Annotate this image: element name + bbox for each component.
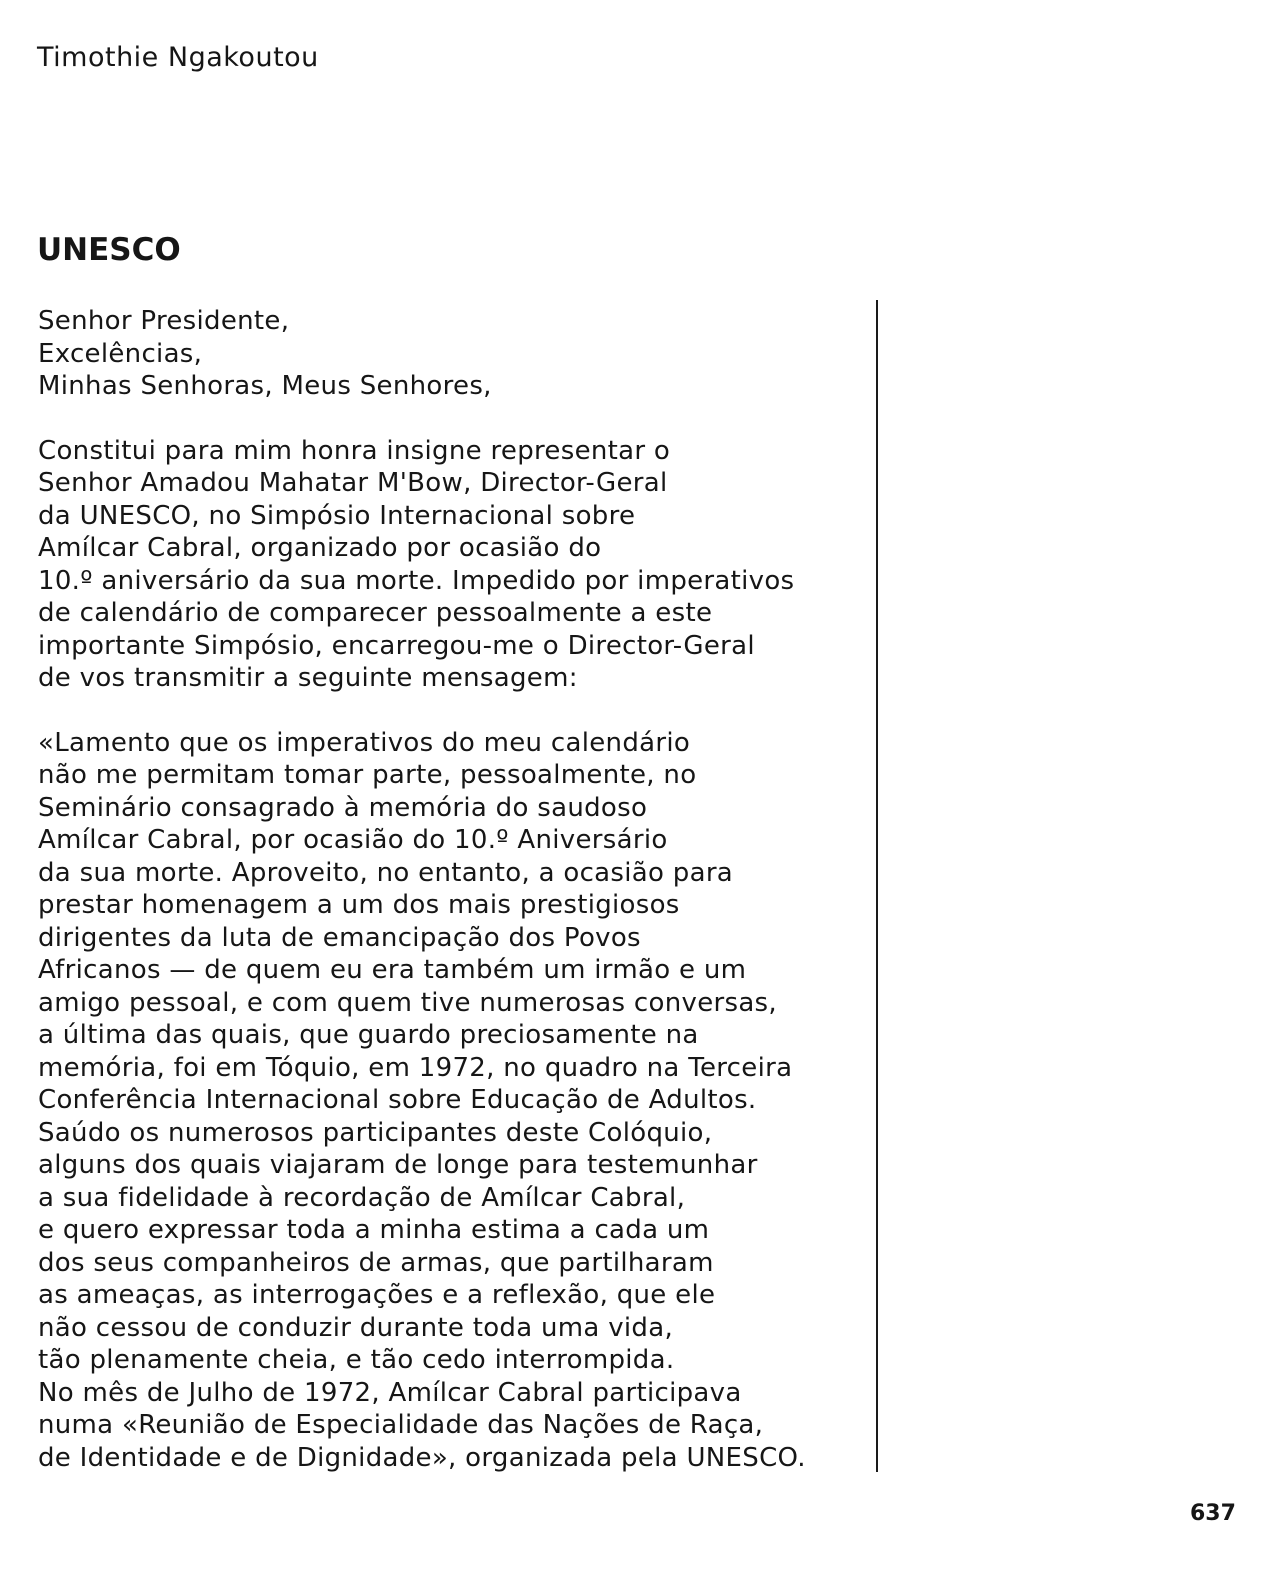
paragraph-gap xyxy=(38,695,878,727)
salutation-line: Excelências, xyxy=(38,338,203,369)
section-title: UNESCO xyxy=(37,232,181,268)
message-line: não me permitam tomar parte, pessoalmente, no xyxy=(38,760,697,790)
message-line: não cessou de conduzir durante toda uma vida, xyxy=(38,1312,674,1343)
intro-line: 10.º aniversário da sua morte. Impedido por imperativos xyxy=(38,565,795,596)
message-line: tão plenamente cheia, e tão cedo interrompida. xyxy=(38,1345,675,1375)
intro-line: de vos transmitir a seguinte mensagem: xyxy=(38,663,578,693)
message-line: Conferência Internacional sobre Educação de Adultos. xyxy=(38,1085,757,1115)
author-name: Timothie Ngakoutou xyxy=(37,42,319,73)
paragraph-gap xyxy=(38,403,878,435)
message-line: dos seus companheiros de armas, que partilharam xyxy=(38,1247,714,1278)
intro-line: Constitui para mim honra insigne representar o xyxy=(38,435,671,466)
page-number: 637 xyxy=(1190,1501,1236,1526)
message-line: a última das quais, que guardo preciosamente na xyxy=(38,1020,699,1050)
message-line: as ameaças, as interrogações e a reflexão, que ele xyxy=(38,1280,716,1310)
message-line: dirigentes da luta de emancipação dos Povos xyxy=(38,922,641,953)
message-line: No mês de Julho de 1972, Amílcar Cabral participava xyxy=(38,1377,742,1408)
message-line: memória, foi em Tóquio, em 1972, no quadro na Terceira xyxy=(38,1052,793,1083)
salutation-line: Senhor Presidente, xyxy=(38,306,290,336)
intro-line: de calendário de comparecer pessoalmente a este xyxy=(38,598,713,628)
intro-line: Amílcar Cabral, organizado por ocasião do xyxy=(38,533,602,563)
message-line: numa «Reunião de Especialidade das Nações de Raça, xyxy=(38,1410,764,1440)
intro-line: da UNESCO, no Simpósio Internacional sobre xyxy=(38,500,636,531)
body-text xyxy=(38,305,878,1474)
message-line: da sua morte. Aproveito, no entanto, a ocasião para xyxy=(38,857,734,888)
intro-line: Senhor Amadou Mahatar M'Bow, Director-Geral xyxy=(38,468,668,498)
intro-paragraph xyxy=(38,435,878,695)
message-line: «Lamento que os imperativos do meu calendário xyxy=(38,727,691,758)
message-line: Africanos — de quem eu era também um irmão e um xyxy=(38,955,747,985)
salutation-line: Minhas Senhoras, Meus Senhores, xyxy=(38,371,492,401)
salutation-block xyxy=(38,305,878,403)
message-line: alguns dos quais viajaram de longe para testemunhar xyxy=(38,1150,758,1180)
intro-line: importante Simpósio, encarregou-me o Director-Geral xyxy=(38,630,755,661)
message-line: prestar homenagem a um dos mais prestigiosos xyxy=(38,890,680,920)
message-line: Saúdo os numerosos participantes deste Colóquio, xyxy=(38,1117,713,1148)
message-line: Seminário consagrado à memória do saudoso xyxy=(38,792,648,823)
message-line: a sua fidelidade à recordação de Amílcar Cabral, xyxy=(38,1182,686,1213)
message-paragraph xyxy=(38,727,878,1475)
message-line: amigo pessoal, e com quem tive numerosas conversas, xyxy=(38,987,777,1018)
message-line: Amílcar Cabral, por ocasião do 10.º Aniversário xyxy=(38,825,668,855)
message-line: de Identidade e de Dignidade», organizada pela UNESCO. xyxy=(38,1442,806,1473)
message-line: e quero expressar toda a minha estima a cada um xyxy=(38,1215,710,1245)
